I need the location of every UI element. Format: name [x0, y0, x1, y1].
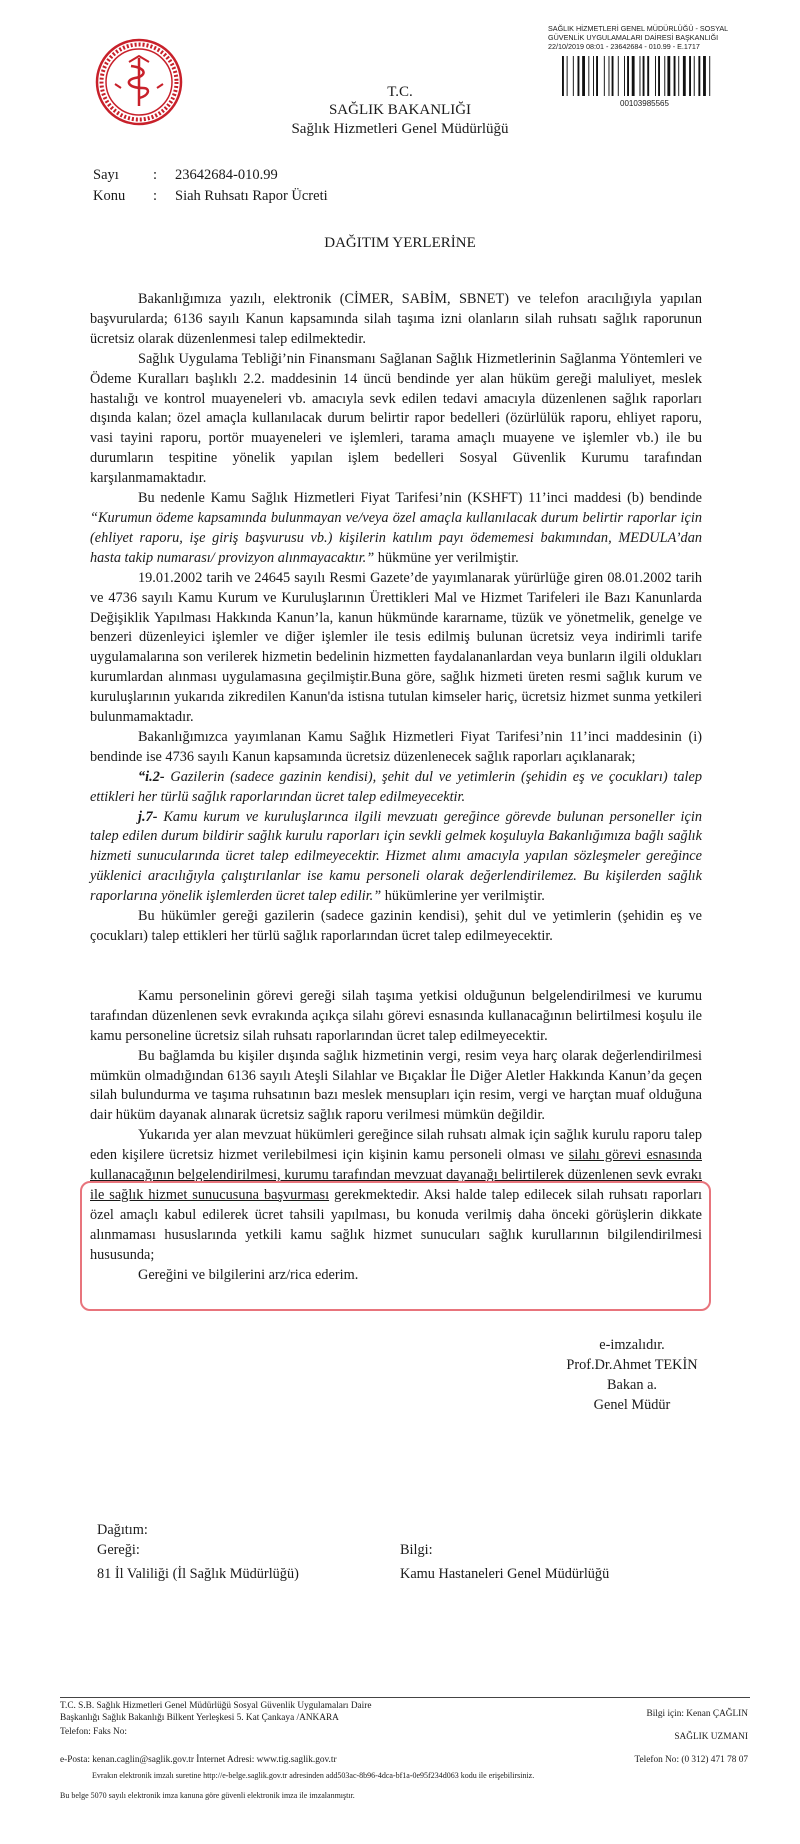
footer-role: SAĞLIK UZMANI: [674, 1732, 748, 1742]
signer-name: Prof.Dr.Ahmet TEKİN: [566, 1357, 698, 1373]
colon: :: [153, 167, 158, 183]
quote-label: “i.2-: [138, 768, 165, 785]
footer-contact: Bilgi için: Kenan ÇAĞLIN: [646, 1709, 748, 1719]
footer-tel: Telefon No: (0 312) 471 78 07: [634, 1755, 748, 1765]
konu-row: [93, 188, 328, 205]
quote-text: Gazilerin (sadece gazinin kendisi), şehit dul ve yetimlerin (şehidin eş ve çocukları) talep ettikleri her türlü sağlık raporlarından ücret talep edilmeyecektir.: [90, 768, 702, 805]
bilgi-label: Bilgi:: [400, 1542, 433, 1558]
quote-label: j.7-: [138, 808, 158, 825]
quote-text: Kamu kurum ve kuruluşlarınca ilgili mevzuatı gereğince görevde bulunan personeller için talep edilen durum bildirir sağlık kurulu raporları için sevkli gelmek koşuluyla Bakanlığımıza bağlı sağlık hizmeti sunucularında ücret talep edilmeyecektir. Hizmet alımı amacıyla yapılan sözleşmeler gereğince yüklenici aracılığıyla çalıştırılanlar ise kamu personeli olarak değerlendirilemez. Bu kişilerden sağlık raporlarına yönelik işlemlerden ücret talep edilir.”: [90, 808, 702, 905]
highlight-box: [80, 1181, 711, 1311]
paragraph: Sağlık Uygulama Tebliği’nin Finansmanı Sağlanan Sağlık Hizmetlerinin Sağlanma Yöntemleri ve Ödeme Kuralları başlıklı 2.2. maddesinin 14 üncü bendinde yer alan hüküm gereği maluliyet, meslek hastalığı ve kontrol muayeneleri vb. amacıyla sevk edilen tedavi amacıyla düzenlenen sağlık raporları dışında kalan; özel amaçla kullanılacak durum belirtir rapor bedelleri (özürlülük raporu, ehliyet raporu, vasi tayini raporu, portör muayeneleri ve işlemleri, tarama amaçlı muayene ve işlemler vb.) ile bu durumların tespitine yönelik yapılan işlem bedelleri Sosyal Güvenlik Kurumu tarafından karşılanmamaktadır.: [90, 350, 702, 487]
paragraph-text: hükmüne yer verilmiştir.: [374, 549, 519, 566]
address-line: T.C. S.B. Sağlık Hizmetleri Genel Müdürlüğü Sosyal Güvenlik Uygulamaları Daire: [60, 1701, 372, 1711]
paragraph: Bu bağlamda bu kişiler dışında sağlık hizmetinin vergi, resim veya harç olarak değerlendirilmesi mümkün olmadığından 6136 sayılı Ateşli Silahlar ve Bıçaklar İle Diğer Aletler Hakkında Kanun’da geçen silah bulundurma ve taşıma ruhsatının bazı meslek mensupları için resim, vergi ve harçtan muaf olduğuna dair hüküm dayanak alınarak ücretsiz sağlık raporu verilmesi mümkün değildir.: [90, 1047, 702, 1124]
gere-value: 81 İl Valiliği (İl Sağlık Müdürlüğü): [97, 1566, 299, 1582]
paragraph-text: Bu nedenle Kamu Sağlık Hizmetleri Fiyat Tarifesi’nin (KSHFT) 11’inci maddesi (b) bendinde: [138, 490, 702, 507]
signer-role: Bakan a.: [606, 1377, 658, 1393]
konu-label: Konu: [93, 188, 126, 204]
konu-value: Siah Ruhsatı Rapor Ücreti: [175, 188, 328, 204]
paragraph-text: Yukarıda yer alan mevzuat hükümleri gereğince silah ruhsatı almak için sağlık kurulu raporu talep eden kişilere ücretsiz hizmet verilebilmesi için kişinin kamu personeli olması ve: [90, 1127, 702, 1164]
bilgi-value: Kamu Hastaneleri Genel Müdürlüğü: [400, 1566, 610, 1582]
document-body: [90, 290, 702, 1286]
document-reference: [548, 24, 763, 51]
paragraph: Bakanlığımızca yayımlanan Kamu Sağlık Hizmetleri Fiyat Tarifesi’nin 11’inci maddesinin (i) bendinde ise 4736 sayılı Kanun kapsamında ücretsiz düzenlenecek sağlık raporları açıklanarak;: [90, 728, 702, 765]
esign-note: Bu belge 5070 sayılı elektronik imza kanuna göre güvenli elektronik imza ile imzalanmıştır.: [60, 1791, 355, 1800]
gere-label: Gereği:: [97, 1542, 140, 1558]
footer-address: [60, 1700, 371, 1738]
paragraph: Bu hükümler gereği gazilerin (sadece gazinin kendisi), şehit dul ve yetimlerin (şehidin eş ve çocukları) talep ettikleri her türlü sağlık raporlarından ücret talep edilmeyecektir.: [90, 908, 702, 944]
paragraph: 19.01.2002 tarih ve 24645 sayılı Resmi Gazete’de yayımlanarak yürürlüğe giren 08.01.2002 tarih ve 4736 sayılı Kamu Kurum ve Kuruluşlarının Ürettikleri Mal ve Hizmet Tarifeleri ile Bazı Kanunlarda Değişiklik Yapılması Hakkında Kanun’la, kanun hükmünde kararname, tüzük ve yönetmelik, genelge ve benzeri düzenleyici işlemler ve diğer işlemler ile tesis edilmiş bulunan ücretsiz veya indirimli tarife uygulamalarına son verilerek hizmetin bedelinin hizmetten faydalananlardan veya bunların ilgili oldukları kurumlardan alınması uygulamasına geçilmiştir.Buna göre, sağlık hizmeti üreten resmi sağlık kurum ve kuruluşlarının yukarıda zikredilen Kanun'da istisna tutulan kimseler hariç, ücretsiz hizmet sunma yetkileri bulunmamaktadır.: [90, 569, 702, 726]
quote-i2: [90, 768, 702, 808]
paragraph-text: gerekmektedir. Aksi halde talep edilecek silah ruhsatı raporları özel amaçlı kabul edilerek ücret tahsili yapılması, bu konuda verilmiş daha önceki görüşlerin dikkate alınmaması hususlarında yetkili kamu sağlık hizmet sunucuları sağlık kurullarının bilgilendirilmesi hususunda;: [90, 1186, 702, 1263]
distribution-title: Dağıtım:: [97, 1522, 148, 1538]
barcode-number: 00103985565: [620, 99, 669, 108]
reference-line: 22/10/2019 08:01 - 23642684 - 010.99 - E.1717: [548, 42, 700, 51]
sayi-label: Sayı: [93, 167, 119, 183]
header-ministry: SAĞLIK BAKANLIĞI: [328, 102, 472, 118]
colon: :: [153, 188, 158, 204]
sayi-value: 23642684-010.99: [175, 167, 278, 183]
paragraph-text: hükümlerine yer verilmiştir.: [381, 888, 545, 905]
footer-divider: [60, 1697, 750, 1698]
paragraph: Bakanlığımıza yazılı, elektronik (CİMER, SABİM, SBNET) ve telefon aracılığıyla yapılan başvurularda; 6136 sayılı Kanun kapsamında silah taşıma izni olanların silah ruhsatı sağlık raporunun ücretsiz olarak düzenlenmesi talep edilmektedir.: [90, 291, 702, 347]
header-directorate: Sağlık Hizmetleri Genel Müdürlüğü: [291, 121, 509, 137]
phone-line: Telefon: Faks No:: [60, 1727, 127, 1737]
paragraph: [90, 489, 702, 569]
sayi-row: [93, 167, 278, 184]
document-title: DAĞITIM YERLERİNE: [324, 235, 476, 251]
e-signature-note: e-imzalıdır.: [599, 1337, 665, 1353]
quoted-text: “Kurumun ödeme kapsamında bulunmayan ve/veya özel amaçla kullanılacak durum belirtir raporlar için (ehliyet raporu, işe giriş başvurusu vb.) kişilerin katılım payı ödememesi bakımından, MEDULA’dan hasta takip numarası/ provizyon alınmayacaktır.”: [90, 509, 702, 566]
header-tc: T.C.: [387, 84, 413, 100]
signer-title: Genel Müdür: [593, 1397, 671, 1413]
underlined-text: silahı görevi esnasında kullanacağının belgelendirilmesi, kurumu tarafından mevzuat dayanağı belirtilerek düzenlenen sevk evrakı ile sağlık hizmet sunucusuna başvurması: [90, 1147, 702, 1203]
closing-paragraph: Gereğini ve bilgilerini arz/rica ederim.: [138, 1266, 359, 1283]
verify-link[interactable]: Evrakın elektronik imzalı suretine http://e-belge.saglik.gov.tr adresinden add503ac-8b96-4dca-bf1a-0e95f234d063 kodu ile erişebilirsiniz.: [92, 1771, 535, 1780]
address-line: Başkanlığı Sağlık Bakanlığı Bilkent Yerleşkesi 5. Kat Çankaya /ANKARA: [60, 1713, 339, 1723]
signature-block: [552, 1335, 712, 1415]
reference-line: SAĞLIK HİZMETLERİ GENEL MÜDÜRLÜĞÜ - SOSYAL: [548, 24, 729, 33]
reference-line: GÜVENLİK UYGULAMALARI DAİRESİ BAŞKANLIĞI: [548, 33, 719, 42]
footer-email: e-Posta: kenan.caglin@saglik.gov.tr İnternet Adresi: www.tig.saglik.gov.tr: [60, 1755, 337, 1765]
paragraph: Kamu personelinin görevi gereği silah taşıma yetkisi olduğunun belgelendirilmesi ve kurumu tarafından düzenlenen sevk evrakında açıkça silahı görevi esnasında kullanacağının belirtilmesi koşulu ile kamu personeline ücretsiz silah ruhsatı raporlarından ücret talep edilmeyecektir.: [90, 987, 702, 1044]
quote-j7: [90, 808, 702, 908]
